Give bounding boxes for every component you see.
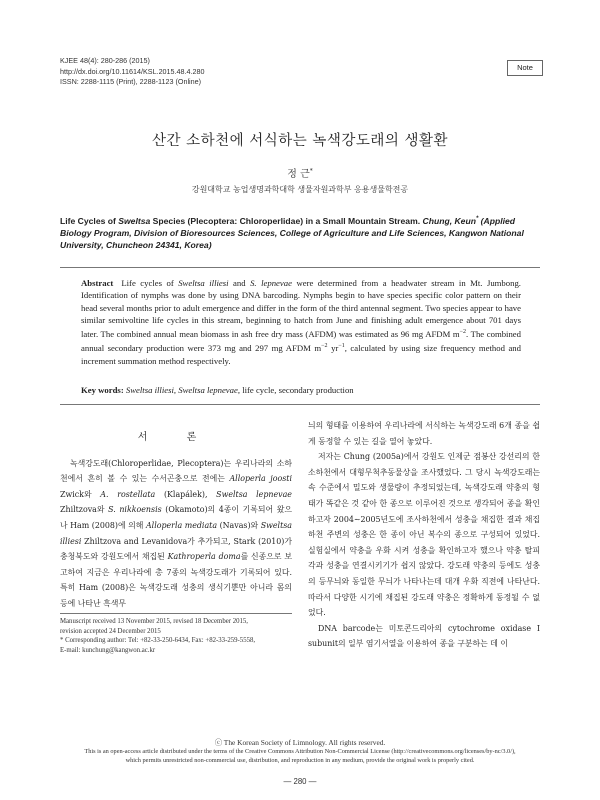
keyword: Sweltsa illiesi — [125, 385, 174, 395]
keywords-label: Key words: — [81, 385, 124, 395]
body-paragraph: 늬의 형태를 이용하여 우리나라에 서식하는 녹색강도래 6개 종을 쉽게 동정할 수 있는 길을 열어 놓았다. — [308, 421, 540, 446]
intro-heading: 서 론 — [137, 432, 215, 443]
doi-link[interactable]: http://dx.doi.org/10.11614/KSL.2015.48.4.280 — [60, 66, 205, 76]
abstract-text: Life cycles of — [121, 278, 179, 288]
left-column — [60, 420, 292, 612]
body-paragraph: 저자는 Chung (2005a)에서 강원도 인제군 점봉산 강선리의 한 소하천에서 대형무척추동물상을 조사했었다. 그 당시 녹색강도래는 속 수준에서 밀도와 생물량이 추정되었는데, 녹색강도래 약충의 형태가 똑같은 것 같아 한 종으로 이루어진 것으로 생각되어 종을 확인하고자 2004∼2005년도에 조사하천에서 성충을 채집한 결과 채집하천 주변의 성충은 한 종이 아닌 복수의 종으로 구성되어 있었다. 실험실에서 약충을 우화 시켜 성충을 확인하고자 했으나 약충 탈피각과 성충을 연결시키기가 쉽지 않았다. 강도래 약충의 등에도 성충의 등무늬와 동일한 무늬가 나타나는데 대개 우화 직전에 나타난다. 따라서 다양한 시기에 채집된 강도래 약충은 정확하게 동정될 수 없었다. — [308, 452, 540, 618]
abstract-superscript: −2 — [459, 329, 467, 336]
corresponding-mark: * — [309, 167, 313, 175]
abstract-text: were determined from a headwater stream in Mt. Jumbong. Identification of nymphs was done by using DNA barcoding. Nymphs begin to have species specific color pattern on their head several months prior to adult emergence and differ in the form of the third antennal segment. Two species appear to have similar semivoltine life cycles in this stream, beginning to hatch from June and finishing adult emergence about 701 days later. The combined annual mean biomass in ash free dry mass (AFDM) was estimated as 96 mg AFDM m — [81, 278, 521, 340]
footnote-email[interactable]: E-mail: kunchung@kangwon.ac.kr — [60, 646, 156, 654]
intro-paragraph: 녹색강도래(Chloroperlidae, Plecoptera)는 우리나라의 소하천에서 흔히 볼 수 있는 수서곤충으로 전에는 Alloperla joosti Zwick와 A. rostellata (Klapálek), Sweltsa lepnevae Zhiltzova와 S. nikkoensis (Okamoto)의 4종이 기록되어 왔으나 Ham (2008)에 의해 Alloperla mediata (Navas)와 Sweltsa illiesi Zhiltzova and Levanidova가 추가되고, Stark (2010)가 충청북도와 강원도에서 채집된 Kathroperla doma를 신종으로 보고하여 지금은 우리나라에 총 7종의 녹색강도래가 기록되어 있다. 특히 Ham (2008)은 녹색강도래 성충의 생식기뿐만 아니라 몸의 등에 나타난 흑색무 — [60, 458, 293, 608]
english-author-mark: * — [475, 216, 479, 222]
keyword: , life cycle, secondary production — [237, 385, 354, 395]
english-genus: Sweltsa — [118, 215, 151, 226]
keyword: Sweltsa lepnevae — [178, 385, 238, 395]
english-title-prefix: Life Cycles of — [60, 215, 119, 226]
author-name: 정 근 — [287, 169, 310, 180]
page-number: ― 280 ― — [283, 777, 317, 786]
journal-citation: KJEE 48(4): 280-286 (2015) — [60, 56, 150, 65]
keyword-separator: , — [173, 385, 179, 395]
license-line: which permits unrestricted non-commercial use, distribution, and reproduction in any medium, provide the original work is properly cited. — [125, 756, 475, 764]
abstract-label: Abstract — [81, 278, 114, 288]
author — [60, 165, 540, 180]
footnote-divider — [60, 613, 292, 614]
paper-title: 산간 소하천에 서식하는 녹색강도래의 생활환 — [151, 133, 449, 149]
license-line: This is an open-access article distributed under the terms of the Creative Commons Attribution Non-Commercial License (http://creativecommons.org/licenses/by-nc/3.0/), — [84, 747, 516, 755]
body-paragraph: DNA barcode는 미토콘드리아의 cytochrome oxidase I subunit의 일부 염기서열을 이용하여 종을 구분하는 데 이 — [308, 623, 540, 649]
abstract — [81, 277, 521, 367]
abstract-text: . The combined annual secondary production were 373 mg and 297 mg AFDM m — [81, 329, 522, 354]
issn: ISSN: 2288-1115 (Print), 2288-1123 (Online) — [60, 77, 202, 86]
abstract-species: Sweltsa illiesi — [178, 278, 229, 288]
abstract-text: yr — [327, 343, 339, 354]
english-title-block — [60, 213, 540, 251]
english-affiliation: (Applied Biology Program, Division of Bioresources Sciences, College of Agriculture and Life Sciences, Kangwon National University, Chuncheon 24341, Korea) — [60, 215, 524, 251]
note-badge: Note — [507, 60, 543, 76]
abstract-superscript: −1 — [338, 343, 345, 350]
top-divider — [60, 267, 540, 268]
footnote-line: Manuscript received 13 November 2015, revised 18 December 2015, — [60, 618, 248, 625]
abstract-divider — [60, 404, 540, 405]
english-title-suffix: Species (Plecoptera: Chloroperlidae) in a Small Mountain Stream. — [150, 215, 423, 226]
footnote-line: * Corresponding author: Tel: +82-33-250-6434, Fax: +82-33-259-5558, — [60, 637, 256, 645]
footnote-line: revision accepted 24 December 2015 — [60, 627, 161, 635]
right-column — [308, 418, 540, 652]
footnote — [60, 617, 292, 655]
english-author: Chung, Keun — [422, 215, 476, 226]
abstract-species: S. lepnevae — [250, 278, 292, 288]
abstract-superscript: −2 — [321, 343, 328, 350]
keywords — [81, 384, 521, 396]
copyright-line: ⓒ The Korean Society of Limnology. All rights reserved. — [214, 738, 386, 747]
journal-header — [60, 56, 205, 88]
license-block — [60, 739, 540, 765]
affiliation: 강원대학교 농업생명과학대학 생물자원과학부 응용생물학전공 — [191, 185, 409, 194]
abstract-text: and — [228, 278, 251, 288]
abstract-text: , calculated by using size frequency method and increment summation method respectively. — [81, 343, 521, 366]
